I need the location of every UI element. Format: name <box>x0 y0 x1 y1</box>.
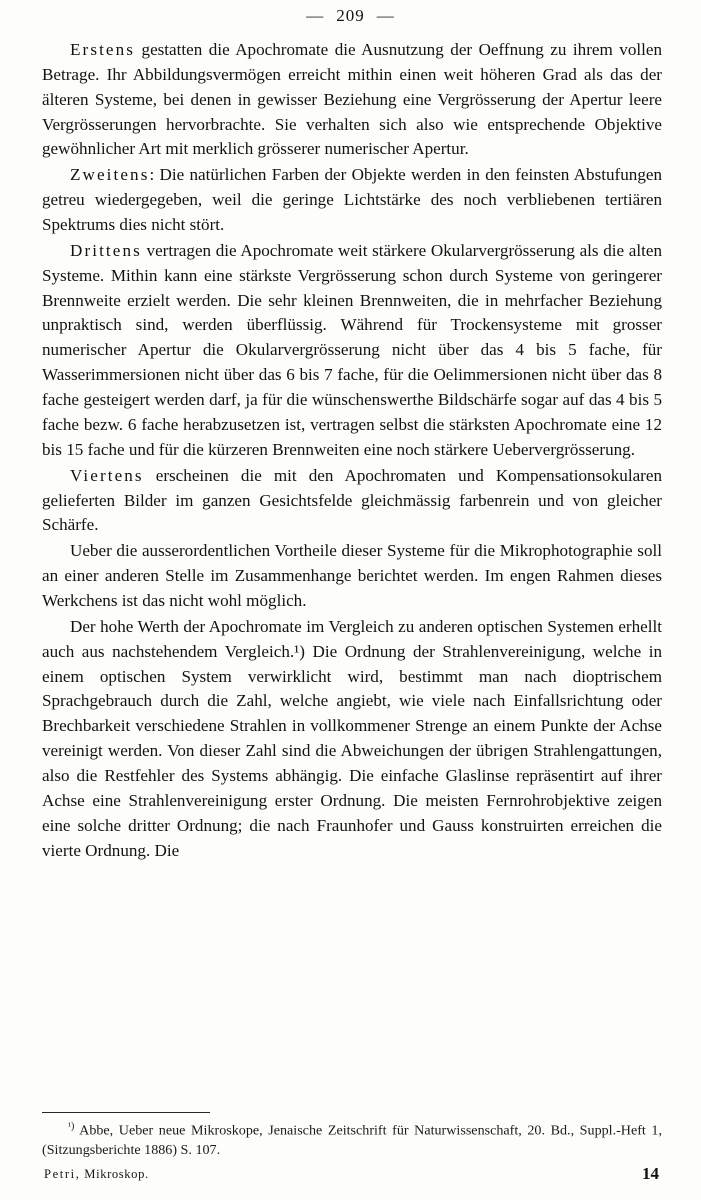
paragraph-drittens <box>42 239 662 463</box>
signature-number: 14 <box>642 1164 659 1183</box>
paragraph-werth <box>42 615 662 864</box>
lead-word-viertens: Viertens <box>70 465 144 485</box>
paragraph-viertens <box>42 464 662 539</box>
paragraph-zweitens-text: : Die natürlichen Farben der Objekte werden in den feinsten Abstufungen getreu wiedergegeben, weil die geringe Lichtstärke des noch verbliebenen tertiären Spektrums dies nicht stört. <box>42 165 662 235</box>
header-dash-left: — <box>306 6 325 25</box>
page-header <box>0 6 701 26</box>
body-text <box>42 38 662 864</box>
running-footer-author: Petri, <box>44 1167 81 1181</box>
paragraph-zweitens <box>42 163 662 238</box>
header-dash-right: — <box>376 6 395 25</box>
paragraph-werth-text: Der hohe Werth der Apochromate im Vergleich zu anderen optischen Systemen erhellt auch aus nachstehendem Vergleich.¹) Die Ordnung der Strahlenvereinigung, welche in einem optischen System verwirklicht wird, bestimmt man nach dioptrischem Sprachgebrauch durch die Zahl, welche angiebt, wie viele nach Einfallsrichtung oder Brechbarkeit verschiedene Strahlen in vollkommener Strenge an einem Punkte der Achse vereinigt werden. Von dieser Zahl sind die Abweichungen der übrigen Strahlengattungen, also die Restfehler des Systems abhängig. Die einfache Glaslinse repräsentirt auf ihrer Achse eine Strahlenvereinigung erster Ordnung. Die meisten Fernrohrobjektive zeigen eine solche dritter Ordnung; die nach Fraunhofer und Gauss konstruirten erreichen die vierte Ordnung. Die <box>42 616 662 860</box>
page-number: 209 <box>336 6 365 25</box>
paragraph-viertens-text: erscheinen die mit den Apochromaten und Kompensationsokularen gelieferten Bilder im ganzen Gesichtsfelde gleichmässig farbenrein und von gleicher Schärfe. <box>42 465 662 535</box>
lead-word-erstens: Erstens <box>70 40 136 59</box>
footnote-marker: ¹) <box>68 1121 75 1132</box>
running-footer <box>44 1167 149 1182</box>
paragraph-drittens-text: vertragen die Apochromate weit stärkere Okularvergrösserung als die alten Systeme. Mithin kann eine stärkste Vergrösserung schon durch Systeme von geringerer Brennweite erzielt werden. Die sehr kleinen Brennweiten, die in mehrfacher Beziehung unpraktisch sind, werden überflüssig. Während für Trockensysteme mit grosser numerischer Apertur die Okularvergrösserung nicht über das 4 bis 5 fache, für Wasserimmersionen nicht über das 6 bis 7 fache, für die Oelimmersionen nicht über das 8 fache gesteigert werden darf, ja für die wünschenswerthe Bildschärfe sogar auf das 4 bis 5 fache bezw. 6 fache herabzusetzen ist, vertragen selbst die stärksten Apochromate eine 12 bis 15 fache und für die kürzeren Brennweiten eine noch stärkere Uebervergrösserung. <box>42 240 662 459</box>
footnote-block <box>42 1120 662 1161</box>
footnote-divider <box>42 1112 210 1113</box>
footnote-body: Abbe, Ueber neue Mikroskope, Jenaische Zeitschrift für Naturwissenschaft, 20. Bd., Suppl.-Heft 1, (Sitzungsberichte 1886) S. 107. <box>42 1122 662 1159</box>
running-footer-title: Mikroskop. <box>84 1167 149 1181</box>
paragraph-erstens <box>42 38 662 162</box>
paragraph-mikrophotographie-text: Ueber die ausserordentlichen Vortheile dieser Systeme für die Mikrophotographie soll an einer anderen Stelle im Zusammenhange berichtet werden. Im engen Rahmen dieses Werkchens ist das nicht wohl möglich. <box>42 541 662 610</box>
paragraph-mikrophotographie <box>42 539 662 614</box>
paragraph-erstens-text: gestatten die Apochromate die Ausnutzung der Oeffnung zu ihrem vollen Betrage. Ihr Abbildungsvermögen erreicht mithin einen weit höheren Grad als das der älteren Systeme, bei denen in gewisser Beziehung eine Vergrösserung der Apertur leere Vergrösserungen hervorbrachte. Sie verhalten sich also wie entsprechende Objektive gewöhnlicher Art mit merklich grösserer numerischer Apertur. <box>42 40 662 159</box>
lead-word-drittens: Drittens <box>70 240 142 260</box>
lead-word-zweitens: Zweitens <box>70 165 150 185</box>
footnote-text <box>42 1120 662 1161</box>
